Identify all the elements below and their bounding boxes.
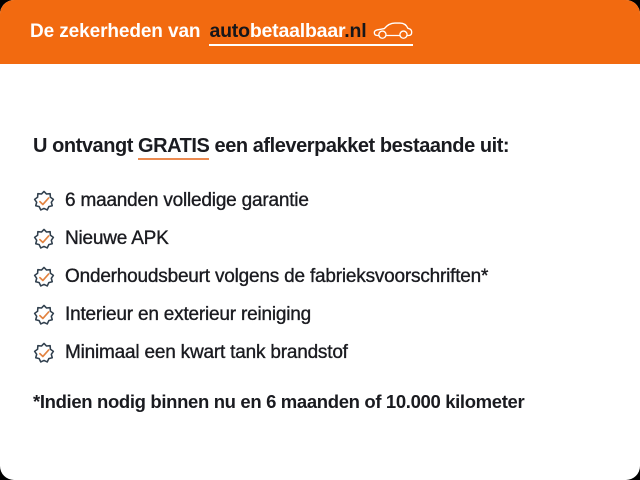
benefit-label: Onderhoudsbeurt volgens de fabrieksvoorschriften* xyxy=(65,266,489,287)
benefit-label: Minimaal een kwart tank brandstof xyxy=(65,342,348,363)
list-item xyxy=(33,258,610,296)
benefits-list xyxy=(33,182,610,372)
brand-logo-text xyxy=(209,21,366,41)
logo-part-nl: .nl xyxy=(344,19,367,42)
list-item xyxy=(33,334,610,372)
heading-pre: U ontvangt xyxy=(33,135,139,157)
content-area xyxy=(0,64,640,415)
benefit-label: Nieuwe APK xyxy=(65,228,169,249)
brand-logo xyxy=(209,19,413,46)
logo-part-auto: auto xyxy=(209,19,250,42)
heading-post: een afleverpakket bestaande uit: xyxy=(209,135,510,157)
benefit-label: Interieur en exterieur reiniging xyxy=(65,304,312,325)
header-banner xyxy=(0,0,640,64)
page-title xyxy=(33,134,610,158)
car-outline-icon xyxy=(373,19,413,41)
header-title: De zekerheden van xyxy=(30,21,201,42)
heading-highlight-gratis: GRATIS xyxy=(138,135,209,160)
seal-check-icon xyxy=(33,342,55,364)
seal-check-icon xyxy=(33,190,55,212)
list-item xyxy=(33,220,610,258)
seal-check-icon xyxy=(33,304,55,326)
logo-part-betaalbaar: betaalbaar xyxy=(249,19,345,42)
list-item xyxy=(33,182,610,220)
list-item xyxy=(33,296,610,334)
seal-check-icon xyxy=(33,228,55,250)
benefit-label: 6 maanden volledige garantie xyxy=(65,190,309,211)
footnote: *Indien nodig binnen nu en 6 maanden of 10.000 kilometer xyxy=(33,391,525,412)
seal-check-icon xyxy=(33,266,55,288)
